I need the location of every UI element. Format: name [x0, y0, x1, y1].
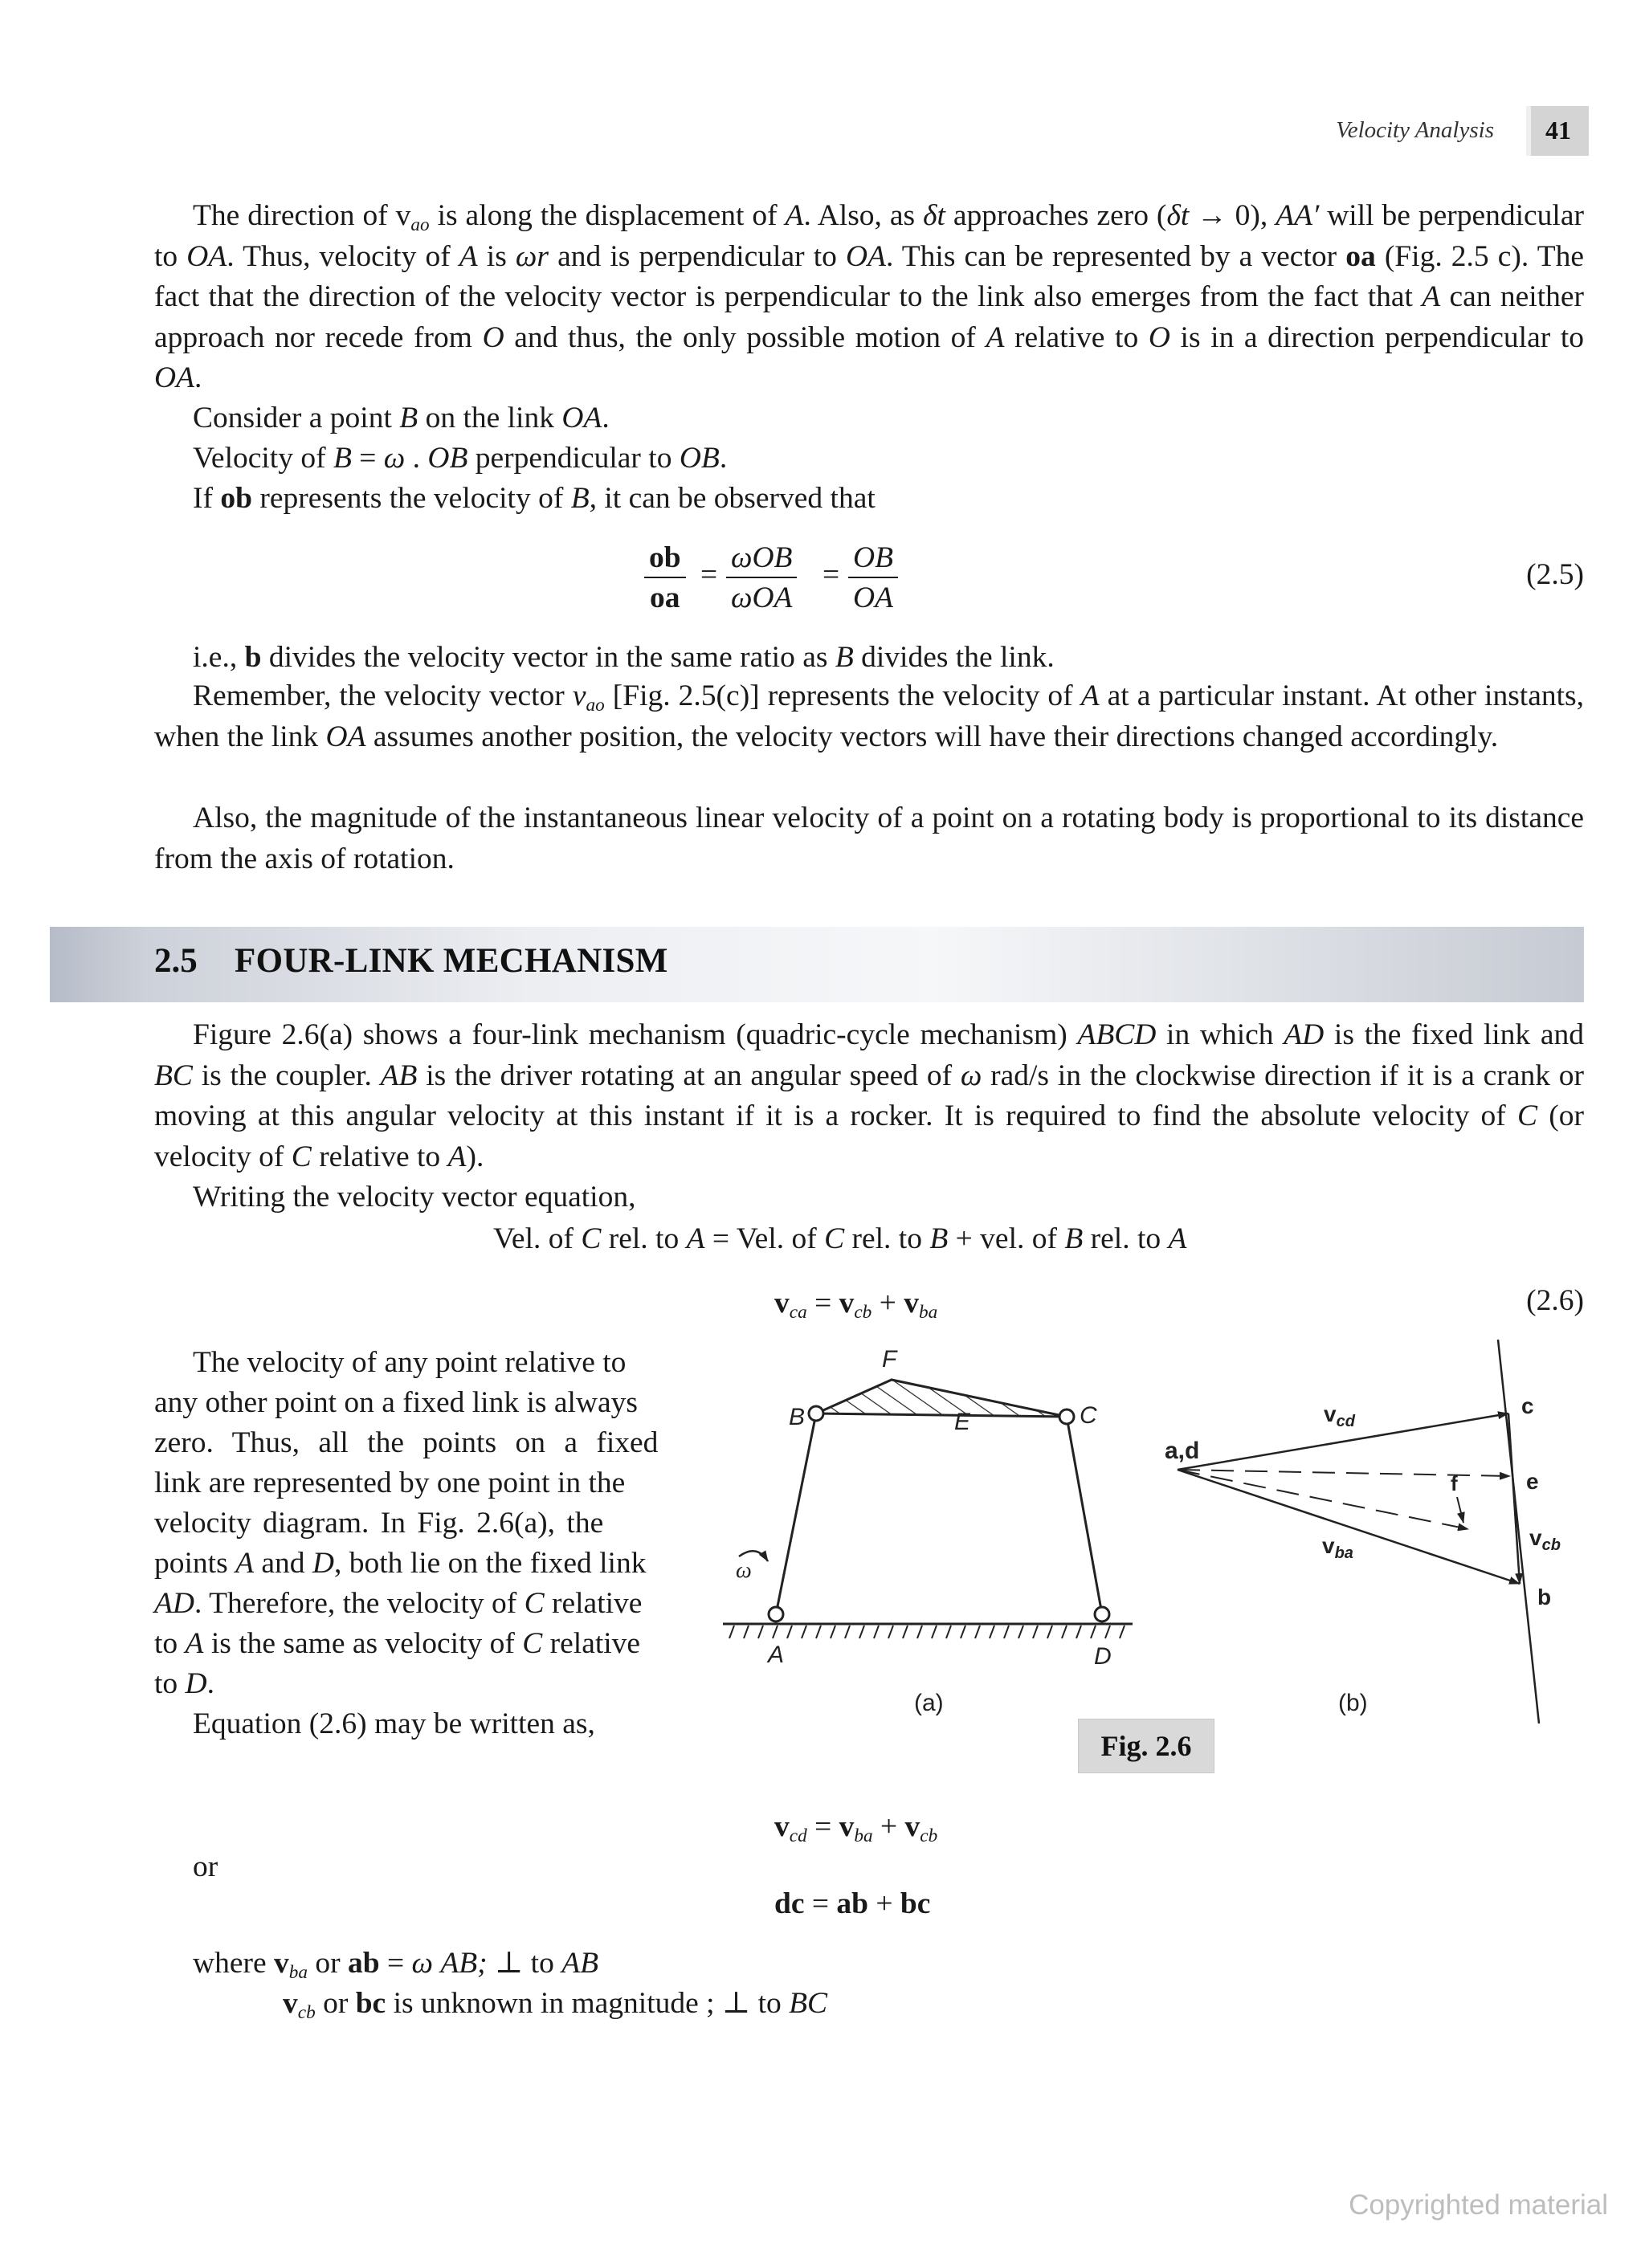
line-where-2: $v_{cb}$ or bc is unknown in magnitude ; ⊥ to BC: [283, 1987, 828, 2023]
label-b: B: [789, 1404, 806, 1430]
vector-af-dashed: [1178, 1470, 1468, 1529]
figure-caption-box: [1078, 1719, 1214, 1773]
equation-dc: dc = ab + bc: [774, 1887, 931, 1920]
line-where: where $v_{ba}$ or ab = ω AB; ⊥ to AB: [193, 1947, 599, 1983]
mechanism-diagram: [723, 1346, 1133, 1716]
paragraph-figure-intro: Figure 2.6(a) shows a four-link mechanism (quadric-cycle mechanism) ABCD in which AD is the fixed link and BC is the coupler. AB is the driver rotating at an angular speed of ω rad/s in the clockwise direction if it is a crank or moving at this angular velocity at this instant if it is a rocker. It is required to find the absolute velocity of C (or velocity of C relative to A).: [154, 1018, 1584, 1173]
label-e-point: e: [1526, 1469, 1539, 1494]
running-title: Velocity Analysis: [1336, 117, 1494, 143]
paragraph-intro: The direction of $v_{ao}$ is along the displacement of A. Also, as δt approaches zero (δt → 0), AA′ will be perpendicular to OA. Thus, velocity of A is ωr and is perpendicular to OA. This can be represented by a vector oa (Fig. 2.5 c). The fact that the direction of the velocity vector is perpendicular to the link also emerges from the fact that A can neither approach nor recede from O and thus, the only possible motion of A relative to O is in a direction perpendicular to OA.: [154, 199, 1585, 394]
joint-b: [809, 1406, 823, 1421]
label-omega: ω: [736, 1558, 752, 1583]
eq25-equals-1: =: [700, 558, 718, 591]
eq25-fraction-1: $\frac{ob}{oa}$: [644, 540, 686, 618]
eq25-fraction-2: ωOB ωOA: [726, 540, 797, 618]
joint-a: [769, 1607, 783, 1621]
copyright-notice: Copyrighted material: [1349, 2189, 1608, 2221]
line-equation-written: Equation (2.6) may be written as,: [193, 1707, 595, 1740]
paragraph-also: Also, the magnitude of the instantaneous linear velocity of a point on a rotating body is proportional to its distance from the axis of rotation.: [154, 802, 1584, 875]
eq25-equals-2: =: [822, 558, 840, 591]
crank-ab: [776, 1413, 816, 1614]
label-c: C: [1080, 1402, 1097, 1429]
line-writing: Writing the velocity vector equation,: [193, 1181, 636, 1214]
joint-d: [1095, 1607, 1109, 1621]
section-title: FOUR-LINK MECHANISM: [235, 942, 668, 980]
eq26-number: (2.6): [1526, 1284, 1584, 1317]
label-vcd: $v_{cd}$: [1324, 1401, 1355, 1430]
label-a: A: [768, 1642, 785, 1668]
equation-vcd: $v_{cd} = v_{ba} + v_{cb}$: [774, 1810, 938, 1846]
fixed-link-line-2: any other point on a fixed link is always: [154, 1386, 638, 1419]
subcaption-b: (b): [1338, 1690, 1368, 1716]
label-d: D: [1094, 1643, 1112, 1670]
fixed-link-line-9: to D.: [154, 1667, 215, 1700]
figure-2-6: [699, 1333, 1584, 1783]
line-consider: Consider a point B on the link OA.: [193, 402, 610, 434]
label-f-point: f: [1451, 1471, 1458, 1495]
line-if-ob: If ob represents the velocity of B, it can be observed that: [193, 482, 876, 515]
coupler-bfc: [816, 1380, 1067, 1417]
fixed-link-line-7: AD. Therefore, the velocity of C relative: [154, 1587, 643, 1620]
fixed-link-line-3: zero. Thus, all the points on a fixed: [154, 1426, 659, 1459]
paragraph-remember: Remember, the velocity vector $v_{ao}$ [Fig. 2.5(c)] represents the velocity of A at a particular instant. At other instants, when the link OA assumes another position, the velocity vectors will have their directions changed accordingly.: [154, 679, 1585, 753]
equation-vel-rel: Vel. of C rel. to A = Vel. of C rel. to B + vel. of B rel. to A: [493, 1222, 1187, 1255]
rocker-dc: [1067, 1417, 1102, 1614]
subcaption-a: (a): [914, 1690, 944, 1716]
ground-link: [723, 1624, 1133, 1638]
velocity-diagram: [1165, 1340, 1561, 1723]
label-ad: a,d: [1165, 1438, 1200, 1464]
fixed-link-line-4: link are represented by one point in the: [154, 1466, 626, 1499]
section-number: 2.5: [154, 942, 198, 980]
joint-c: [1059, 1409, 1074, 1424]
eq25-fraction-3: $\frac{OB}{OA}$: [848, 540, 898, 618]
fixed-link-line-6: points A and D, both lie on the fixed link: [154, 1547, 647, 1580]
label-b-point: b: [1537, 1585, 1552, 1609]
line-ie: i.e., b divides the velocity vector in the same ratio as B divides the link.: [193, 641, 1055, 674]
fixed-link-line-8: to A is the same as velocity of C relative: [154, 1627, 641, 1660]
vector-vba: [1178, 1470, 1520, 1584]
f-pointer: [1457, 1497, 1463, 1523]
figure-caption: Fig. 2.6: [1100, 1730, 1192, 1762]
label-vba: $v_{ba}$: [1322, 1533, 1353, 1562]
vector-vcb: [1508, 1413, 1520, 1584]
eq25-number: (2.5): [1526, 558, 1584, 591]
label-e: E: [954, 1409, 971, 1435]
equation-2-6: $v_{ca} = v_{cb} + v_{ba}$: [774, 1287, 938, 1323]
label-vcb: $v_{cb}$: [1529, 1525, 1561, 1554]
page-number: 41: [1545, 116, 1571, 145]
vector-ae-dashed: [1178, 1470, 1510, 1476]
label-c-point: c: [1521, 1393, 1534, 1418]
label-f: F: [882, 1346, 897, 1373]
fixed-link-line-1: The velocity of any point relative to: [193, 1346, 627, 1379]
line-or: or: [193, 1850, 218, 1883]
line-velocity-b: Velocity of B = ω . OB perpendicular to OB.: [193, 442, 728, 475]
fixed-link-line-5: velocity diagram. In Fig. 2.6(a), the: [154, 1507, 604, 1540]
